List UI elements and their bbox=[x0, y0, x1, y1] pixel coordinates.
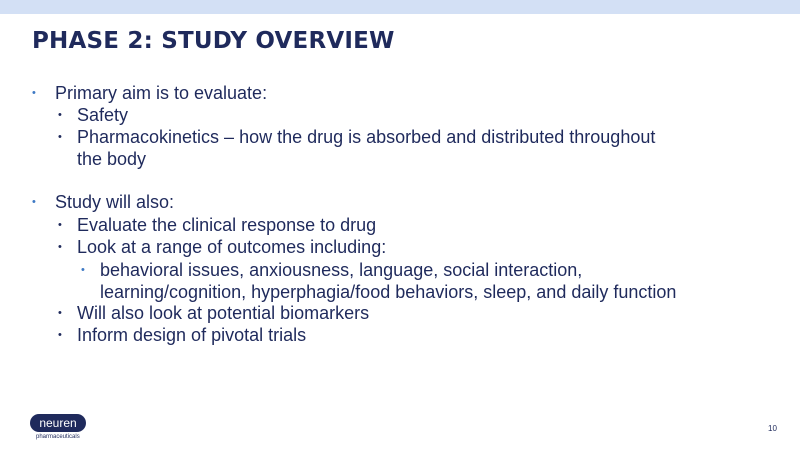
list-item: Safety bbox=[77, 105, 129, 125]
list-item: Pharmacokinetics – how the drug is absorbed and distributed throughout bbox=[77, 127, 656, 147]
bullet-icon: • bbox=[81, 264, 85, 276]
bullet-icon: • bbox=[58, 329, 62, 341]
bullet-icon: • bbox=[58, 131, 62, 143]
bullet-icon: • bbox=[58, 109, 62, 121]
list-item: Evaluate the clinical response to drug bbox=[77, 215, 377, 235]
bullet-icon: • bbox=[32, 196, 36, 208]
sub-list-item: behavioral issues, anxiousness, language, social interaction, bbox=[100, 260, 583, 280]
page-number: 10 bbox=[768, 424, 777, 433]
list-item-continuation: the body bbox=[77, 149, 147, 169]
section-1-heading: Primary aim is to evaluate: bbox=[55, 83, 268, 103]
company-logo: neuren bbox=[30, 414, 86, 432]
list-item: Will also look at potential biomarkers bbox=[77, 303, 370, 323]
bullet-icon: • bbox=[32, 87, 36, 99]
bullet-icon: • bbox=[58, 307, 62, 319]
bullet-icon: • bbox=[58, 219, 62, 231]
list-item: Look at a range of outcomes including: bbox=[77, 237, 387, 257]
slide-title: PHASE 2: STUDY OVERVIEW bbox=[32, 28, 395, 54]
sub-list-item-continuation: learning/cognition, hyperphagia/food behaviors, sleep, and daily function bbox=[100, 282, 677, 302]
section-2-heading: Study will also: bbox=[55, 192, 175, 212]
list-item: Inform design of pivotal trials bbox=[77, 325, 307, 345]
bullet-icon: • bbox=[58, 241, 62, 253]
company-logo-subtitle: pharmaceuticals bbox=[36, 434, 80, 440]
